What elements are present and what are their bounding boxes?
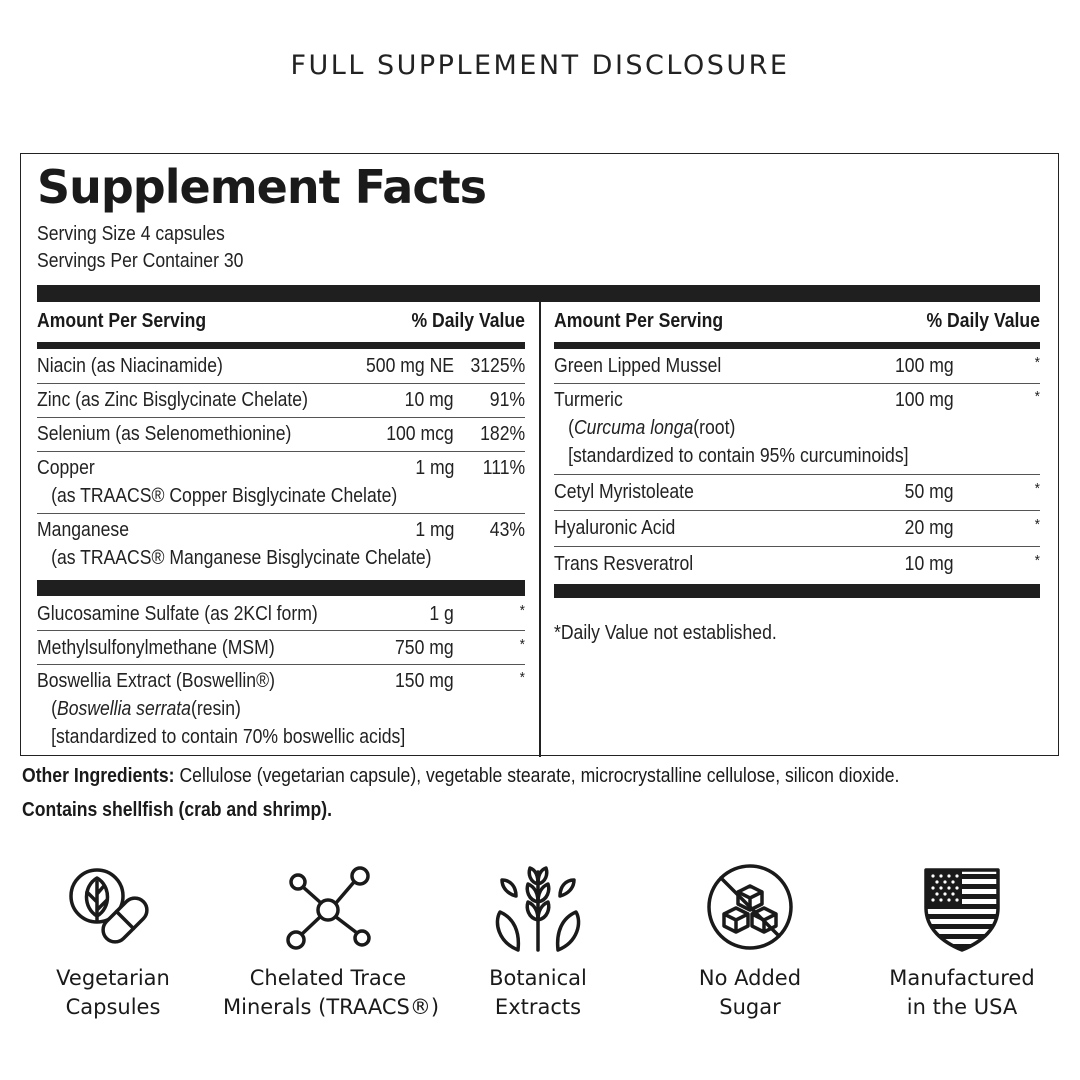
daily-value-header: % Daily Value (926, 310, 1040, 332)
badge-label-line2: Sugar (719, 995, 781, 1019)
ingredient-dv: * (1034, 388, 1040, 405)
left-column (37, 302, 525, 755)
serving-size: Serving Size 4 capsules (37, 223, 225, 245)
nutrient-amount: 500 mg NE (365, 355, 454, 377)
nutrient-amount: 1 mg (414, 457, 454, 479)
badge-label-line1: Vegetarian (56, 966, 170, 990)
ingredient-row (554, 349, 1040, 384)
nutrient-name: Selenium (as Selenomethionine) (37, 423, 292, 445)
ingredient-row (37, 631, 525, 665)
nutrient-name: Copper (37, 457, 95, 479)
nutrient-dv: 111% (482, 457, 525, 479)
ingredient-amount: 50 mg (905, 481, 954, 503)
nutrient-row (37, 514, 525, 577)
ingredient-name: Boswellia Extract (Boswellin®) (37, 670, 275, 692)
nutrient-dv: 182% (479, 423, 525, 445)
nutrient-amount: 10 mg (405, 389, 454, 411)
supplement-facts-panel (20, 153, 1059, 756)
molecule-icon (278, 862, 378, 952)
ingredient-amount: 150 mg (395, 670, 454, 692)
ingredient-dv: * (519, 602, 525, 619)
ingredient-dv: * (519, 636, 525, 653)
no-sugar-cubes-icon (700, 862, 800, 952)
ingredient-name: Cetyl Myristoleate (554, 481, 694, 503)
nutrient-row (37, 418, 525, 452)
allergen-statement: Contains shellfish (crab and shrimp). (22, 799, 333, 821)
ingredient-dv: * (1034, 516, 1040, 533)
column-divider (539, 302, 541, 757)
servings-per-container: Servings Per Container 30 (37, 250, 244, 272)
ingredient-row (554, 511, 1040, 547)
badge-botanical-extracts (433, 862, 643, 1022)
other-ingredients-text: Cellulose (vegetarian capsule), vegetable stearate, microcrystalline cellulose, silicon dioxide. (174, 765, 900, 787)
thick-divider (37, 285, 1040, 302)
section-divider (554, 584, 1040, 598)
amount-per-serving-header: Amount Per Serving (554, 310, 724, 332)
nutrient-row (37, 349, 525, 384)
ingredient-standardization: [standardized to contain 95% curcuminoids] (568, 445, 909, 467)
facts-title: Supplement Facts (37, 160, 486, 214)
ingredient-row (554, 547, 1040, 581)
botanical-part: (root) (693, 417, 736, 439)
daily-value-footnote: *Daily Value not established. (554, 622, 777, 644)
ingredient-name: Methylsulfonylmethane (MSM) (37, 637, 275, 659)
ingredient-name: Hyaluronic Acid (554, 517, 676, 539)
nutrient-dv: 91% (489, 389, 525, 411)
badge-label-line1: Manufactured (889, 966, 1035, 990)
ingredient-standardization: [standardized to contain 70% boswellic acids] (51, 726, 406, 748)
badge-no-added-sugar (645, 862, 855, 1022)
badge-label-line2: in the USA (906, 995, 1018, 1019)
nutrient-name: Manganese (37, 519, 129, 541)
ingredient-dv: * (1034, 480, 1040, 497)
nutrient-row (37, 452, 525, 514)
ingredient-amount: 10 mg (905, 553, 954, 575)
nutrient-amount: 100 mcg (386, 423, 454, 445)
nutrient-name: Zinc (as Zinc Bisglycinate Chelate) (37, 389, 308, 411)
nutrient-source: (as TRAACS® Manganese Bisglycinate Chelate) (51, 547, 432, 569)
daily-value-header: % Daily Value (411, 310, 525, 332)
ingredient-row (37, 665, 525, 755)
badge-label-line2: Extracts (494, 995, 582, 1019)
nutrient-amount: 1 mg (414, 519, 454, 541)
header-rule (37, 342, 525, 349)
badge-made-in-usa (857, 862, 1067, 1022)
right-column (554, 302, 1040, 644)
ingredient-dv: * (519, 669, 525, 686)
botanical-name: Boswellia serrata (56, 698, 191, 720)
amount-per-serving-header: Amount Per Serving (37, 310, 207, 332)
ingredient-row (554, 475, 1040, 511)
ingredient-row (554, 384, 1040, 475)
badge-chelated-minerals (223, 862, 440, 1022)
badge-vegetarian-capsules (8, 862, 218, 1022)
ingredient-source: (Boswellia serrata(resin) (51, 698, 241, 720)
wheat-leaves-icon (488, 862, 588, 952)
nutrient-name: Niacin (as Niacinamide) (37, 355, 223, 377)
ingredient-amount: 20 mg (905, 517, 954, 539)
ingredient-amount: 750 mg (395, 637, 454, 659)
ingredient-name: Turmeric (554, 389, 623, 411)
usa-flag-shield-icon (912, 862, 1012, 952)
ingredient-amount: 1 g (429, 603, 454, 625)
ingredient-dv: * (1034, 354, 1040, 371)
ingredient-amount: 100 mg (895, 389, 954, 411)
left-column-header (37, 302, 525, 342)
ingredient-dv: * (1034, 552, 1040, 569)
other-ingredients-label: Other Ingredients: (22, 765, 175, 787)
badge-label-line1: No Added (698, 966, 802, 990)
botanical-name: Curcuma longa (573, 417, 694, 439)
botanical-part: (resin) (190, 698, 241, 720)
badge-label-line1: Chelated Trace (249, 966, 407, 990)
ingredient-amount: 100 mg (895, 355, 954, 377)
nutrient-dv: 3125% (470, 355, 525, 377)
badge-label-line1: Botanical (489, 966, 587, 990)
ingredient-source: (Curcuma longa(root) (568, 417, 736, 439)
other-ingredients (22, 765, 899, 788)
page-heading: FULL SUPPLEMENT DISCLOSURE (290, 50, 790, 81)
header-rule (554, 342, 1040, 349)
ingredient-name: Trans Resveratrol (554, 553, 694, 575)
leaf-capsule-icon (63, 862, 163, 952)
ingredient-name: Glucosamine Sulfate (as 2KCl form) (37, 603, 318, 625)
section-divider (37, 580, 525, 596)
nutrient-source: (as TRAACS® Copper Bisglycinate Chelate) (51, 485, 398, 507)
badge-label-line2: Minerals (TRAACS®) (223, 995, 440, 1019)
ingredient-row (37, 596, 525, 631)
right-column-header (554, 302, 1040, 342)
nutrient-row (37, 384, 525, 418)
nutrient-dv: 43% (489, 519, 525, 541)
ingredient-name: Green Lipped Mussel (554, 355, 722, 377)
badge-label-line2: Capsules (65, 995, 161, 1019)
